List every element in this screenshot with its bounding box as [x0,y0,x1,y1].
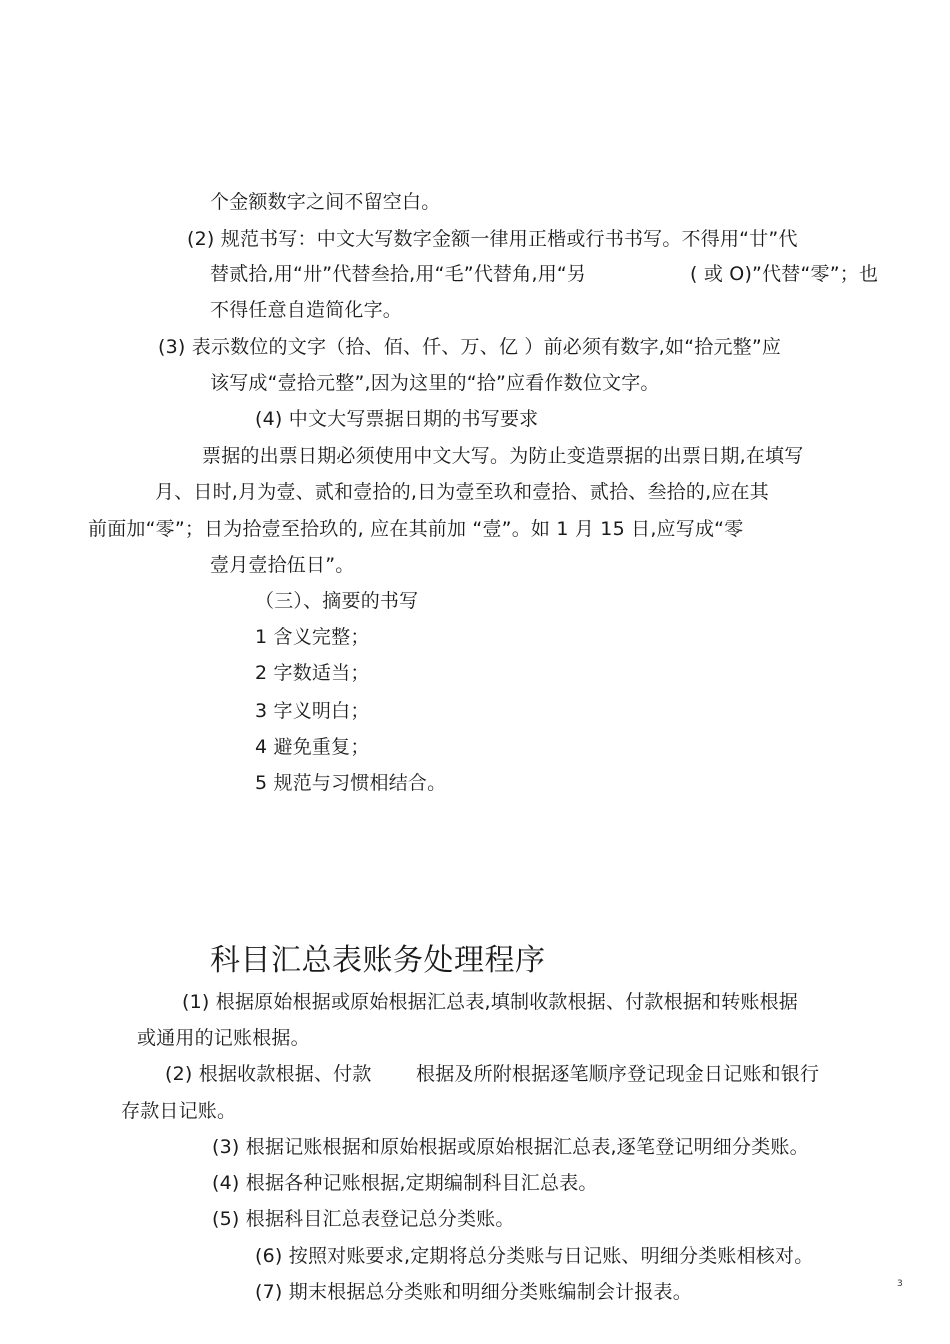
list-item: (6) 按照对账要求,定期将总分类账与日记账、明细分类账相核对。 [255,1245,814,1267]
text-line: 替贰拾,用“卅”代替叁拾,用“毛”代替角,用“另 [210,263,587,285]
list-item: (3) 根据记账根据和原始根据或原始根据汇总表,逐笔登记明细分类账。 [212,1136,809,1158]
text-line: (4) 中文大写票据日期的书写要求 [255,408,539,430]
text-line: 该写成“壹拾元整”,因为这里的“拾”应看作数位文字。 [210,372,660,394]
text-line: (2) 规范书写：中文大写数字金额一律用正楷或行书书写。不得用“廿”代 [187,228,798,250]
text-line: ( 或 O)”代替“零”；也 [690,263,879,285]
text-line: 票据的出票日期必须使用中文大写。为防止变造票据的出票日期,在填写 [202,445,804,467]
text-line: 前面加“零”；日为拾壹至拾玖的, 应在其前加 “壹”。如 1 月 15 日,应写成“零 [88,518,744,540]
text-line: 不得任意自造简化字。 [210,299,403,321]
list-item: 2 字数适当； [255,662,370,684]
text-line: 月、日时,月为壹、贰和壹拾的,日为壹至玖和壹拾、贰拾、叁拾的,应在其 [155,481,769,503]
list-item: 1 含义完整； [255,626,370,648]
text-line: 根据及所附根据逐笔顺序登记现金日记账和银行 [416,1063,820,1085]
list-item: 4 避免重复； [255,736,370,758]
list-item: 5 规范与习惯相结合。 [255,772,447,794]
text-line: 个金额数字之间不留空白。 [210,191,441,213]
list-item: 3 字义明白； [255,700,370,722]
text-line: 存款日记账。 [121,1100,237,1122]
text-line: (1) 根据原始根据或原始根据汇总表,填制收款根据、付款根据和转账根据 [182,991,798,1013]
list-item: (5) 根据科目汇总表登记总分类账。 [212,1208,515,1230]
section-title: 科目汇总表账务处理程序 [210,943,546,978]
list-item: (7) 期末根据总分类账和明细分类账编制会计报表。 [255,1281,692,1303]
text-line: 壹月壹拾伍日”。 [210,554,355,576]
text-line: (2) 根据收款根据、付款 [165,1063,372,1085]
list-item: (4) 根据各种记账根据,定期编制科目汇总表。 [212,1172,598,1194]
text-line: (3) 表示数位的文字（拾、佰、仟、万、亿 ）前必须有数字,如“拾元整”应 [158,336,782,358]
subheading: （三）、摘要的书写 [255,590,419,612]
page-number: 3 [897,1279,903,1289]
text-line: 或通用的记账根据。 [137,1027,310,1049]
